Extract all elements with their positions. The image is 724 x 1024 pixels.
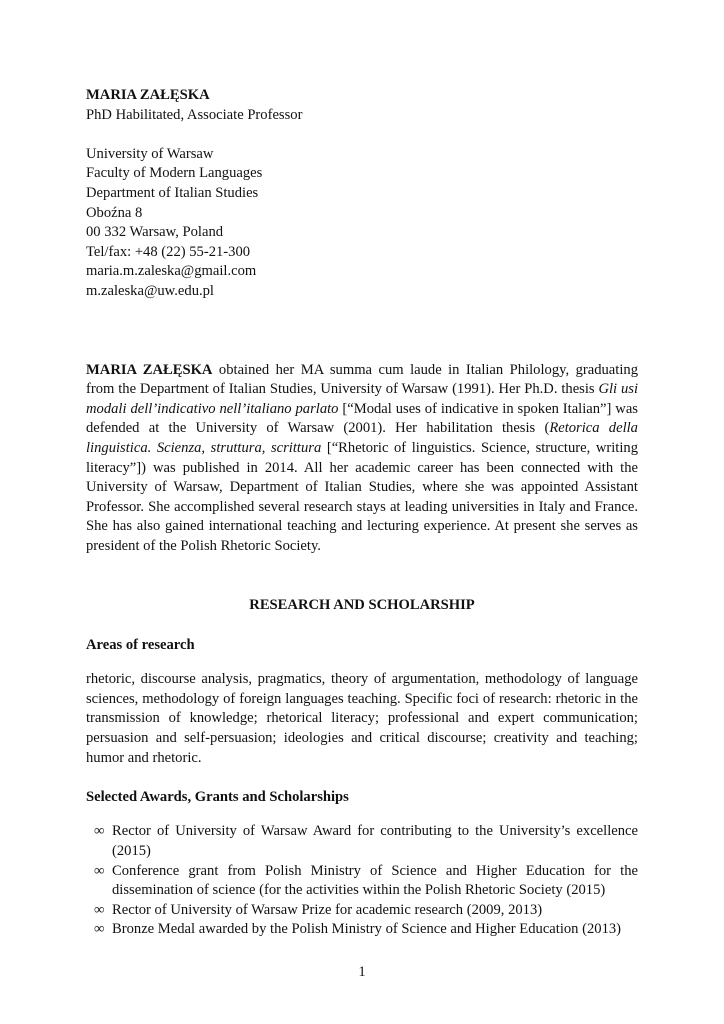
infinity-bullet-icon: ∞	[94, 901, 105, 918]
bio-phd-title: Gli usi modali dell’indicativo nell’italiano parlato	[86, 381, 638, 417]
infinity-bullet-icon: ∞	[94, 921, 105, 938]
author-name: MARIA ZAŁĘSKA	[86, 87, 210, 103]
awards-heading: Selected Awards, Grants and Scholarships	[86, 789, 349, 806]
bio-text-2: [“Modal uses of indicative in spoken Italian”] was defended at the University of Warsaw (2001). Her habilitation thesis (	[86, 400, 638, 437]
contact-phone: Tel/fax: +48 (22) 55-21-300	[86, 243, 251, 260]
contact-university: University of Warsaw	[86, 145, 214, 162]
page-content	[86, 86, 638, 940]
award-text: Rector of University of Warsaw Prize for academic research (2009, 2013)	[112, 901, 543, 918]
awards-list	[86, 822, 638, 940]
bio-text-1: obtained her MA summa cum laude in Italian Philology, graduating from the Department of Italian Studies, University of Warsaw (1991). Her Ph.D. thesis	[86, 361, 638, 398]
award-text: Rector of University of Warsaw Award for contributing to the University’s excellence (2015)	[112, 823, 638, 859]
list-item	[86, 920, 638, 940]
list-item	[86, 822, 638, 861]
areas-text: rhetoric, discourse analysis, pragmatics, theory of argumentation, methodology of language sciences, methodology of foreign languages teaching. Specific foci of research: rhetoric in the transmission of knowledge; rhetorical literacy; professional and expert communication; persuasion and self-persuasion; ideologies and critical discourse; creativity and teaching; humor and rhetoric.	[86, 671, 638, 766]
author-title: PhD Habilitated, Associate Professor	[86, 106, 303, 123]
contact-city: 00 332 Warsaw, Poland	[86, 224, 224, 241]
page-number: 1	[358, 964, 366, 980]
contact-faculty: Faculty of Modern Languages	[86, 165, 263, 182]
list-item	[86, 901, 638, 921]
bio-habilitation-title: Retorica della linguistica. Scienza, struttura, scrittura	[86, 420, 638, 456]
biography-paragraph	[86, 361, 638, 557]
bio-text-3: [“Rhetoric of linguistics. Science, structure, writing literacy”]) was published in 2014. All her academic career has been connected with the University of Warsaw, Department of Italian Studies, where she was appointed Assistant Professor. She accomplished several research stays at leading universities in Italy and France. She has also gained international teaching and lecturing experience. At present she serves as president of the Polish Rhetoric Society.	[86, 439, 639, 554]
contact-email-uw: m.zaleska@uw.edu.pl	[86, 282, 214, 299]
bio-name: MARIA ZAŁĘSKA	[86, 361, 213, 378]
contact-street: Oboźna 8	[86, 204, 143, 221]
award-text: Conference grant from Polish Ministry of Science and Higher Education for the dissemination of science (for the activities within the Polish Rhetoric Society (2015)	[112, 862, 638, 899]
areas-heading: Areas of research	[86, 637, 195, 654]
award-text: Bronze Medal awarded by the Polish Ministry of Science and Higher Education (2013)	[112, 921, 622, 938]
section-title-research: RESEARCH AND SCHOLARSHIP	[249, 597, 475, 614]
infinity-bullet-icon: ∞	[94, 862, 105, 879]
contact-department: Department of Italian Studies	[86, 184, 259, 201]
contact-email-gmail: maria.m.zaleska@gmail.com	[86, 263, 257, 280]
list-item	[86, 862, 638, 901]
infinity-bullet-icon: ∞	[94, 823, 105, 840]
